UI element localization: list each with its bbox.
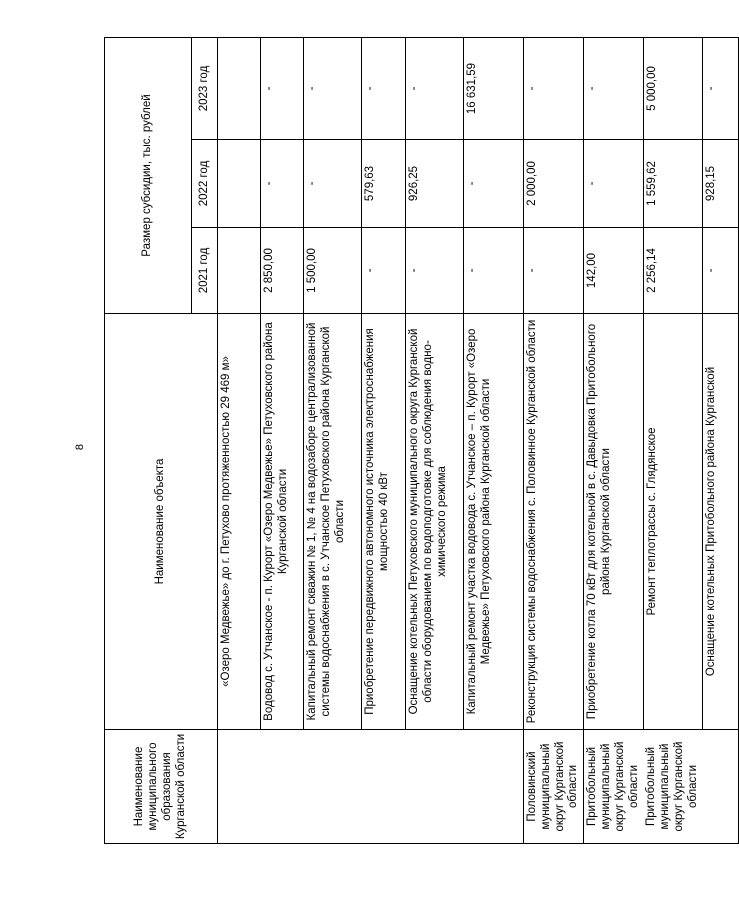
table-row [261, 38, 304, 844]
municipality-cell: Притобольный муниципальный округ Курганской области [643, 730, 702, 844]
table-row [362, 38, 406, 844]
object-cell: Оснащение котельных Петуховского муниципального округа Курганской области оборудованием по водоподготовке для соблюдения водно-химического режима [406, 314, 464, 730]
value-2022: 1 559,62 [643, 140, 702, 228]
value-2023 [218, 38, 261, 140]
object-cell: Водовод с. Утчанское - п. Курорт «Озеро Медвежье» Петуховского района Курганской области [261, 314, 304, 730]
subsidy-table [104, 37, 739, 844]
value-2021: 1 500,00 [304, 228, 362, 314]
value-2022: 579,63 [362, 140, 406, 228]
municipality-cell: Притобольный муниципальный округ Курганской области [584, 730, 644, 844]
value-2022: 2 000,00 [524, 140, 584, 228]
object-cell: Капитальный ремонт участка водовода с. Утчанское – п. Курорт «Озеро Медвежье» Петуховского района Курганской области [464, 314, 524, 730]
value-2021: 2 850,00 [261, 228, 304, 314]
table-row [643, 38, 702, 844]
value-2022: - [261, 140, 304, 228]
value-2022: - [304, 140, 362, 228]
page-number: 8 [74, 443, 86, 451]
value-2022: 926,25 [406, 140, 464, 228]
value-2023: - [703, 38, 739, 140]
value-2021: - [406, 228, 464, 314]
table-row [304, 38, 362, 844]
value-2023: - [304, 38, 362, 140]
municipality-cell [703, 730, 739, 844]
value-2023: - [584, 38, 644, 140]
value-2021: - [464, 228, 524, 314]
object-cell: Оснащение котельных Притобольного района Курганской [703, 314, 739, 730]
rotated-table-wrapper [104, 37, 739, 844]
header-year-2022: 2022 год [192, 140, 218, 228]
value-2021 [218, 228, 261, 314]
table-row [218, 38, 261, 844]
value-2022: - [584, 140, 644, 228]
object-cell: «Озеро Медвежье» до г. Петухово протяженностью 29 469 м» [218, 314, 261, 730]
value-2023: 16 631,59 [464, 38, 524, 140]
value-2021: - [703, 228, 739, 314]
value-2023: - [406, 38, 464, 140]
header-subsidy: Размер субсидии, тыс. рублей [105, 38, 192, 314]
municipality-cell: Половинский муниципальный округ Курганской области [524, 730, 584, 844]
value-2022: 928,15 [703, 140, 739, 228]
header-object: Наименование объекта [105, 314, 218, 730]
table-row [464, 38, 524, 844]
object-cell: Приобретение котла 70 кВт для котельной в с. Давыдовка Притобольного района Курганской области [584, 314, 644, 730]
header-year-2023: 2023 год [192, 38, 218, 140]
value-2023: 5 000,00 [643, 38, 702, 140]
object-cell: Приобретение передвижного автономного источника электроснабжения мощностью 40 кВт [362, 314, 406, 730]
object-cell: Ремонт теплотрассы с. Глядянское [643, 314, 702, 730]
value-2023: - [524, 38, 584, 140]
table-row [584, 38, 644, 844]
value-2022: - [464, 140, 524, 228]
value-2023: - [261, 38, 304, 140]
value-2021: - [524, 228, 584, 314]
header-municipality: Наименование муниципального образования Курганской области [105, 730, 218, 844]
object-cell: Реконструкция системы водоснабжения с. Половинное Курганской области [524, 314, 584, 730]
value-2021: 2 256,14 [643, 228, 702, 314]
municipality-cell [218, 730, 524, 844]
object-cell: Капитальный ремонт скважин № 1, № 4 на водозаборе централизованной системы водоснабжения в с. Утчанское Петуховского района Курганской области [304, 314, 362, 730]
value-2021: 142,00 [584, 228, 644, 314]
table-row [524, 38, 584, 844]
value-2022 [218, 140, 261, 228]
value-2021: - [362, 228, 406, 314]
table-row [703, 38, 739, 844]
value-2023: - [362, 38, 406, 140]
header-row-1 [105, 38, 192, 844]
table-row [406, 38, 464, 844]
header-year-2021: 2021 год [192, 228, 218, 314]
